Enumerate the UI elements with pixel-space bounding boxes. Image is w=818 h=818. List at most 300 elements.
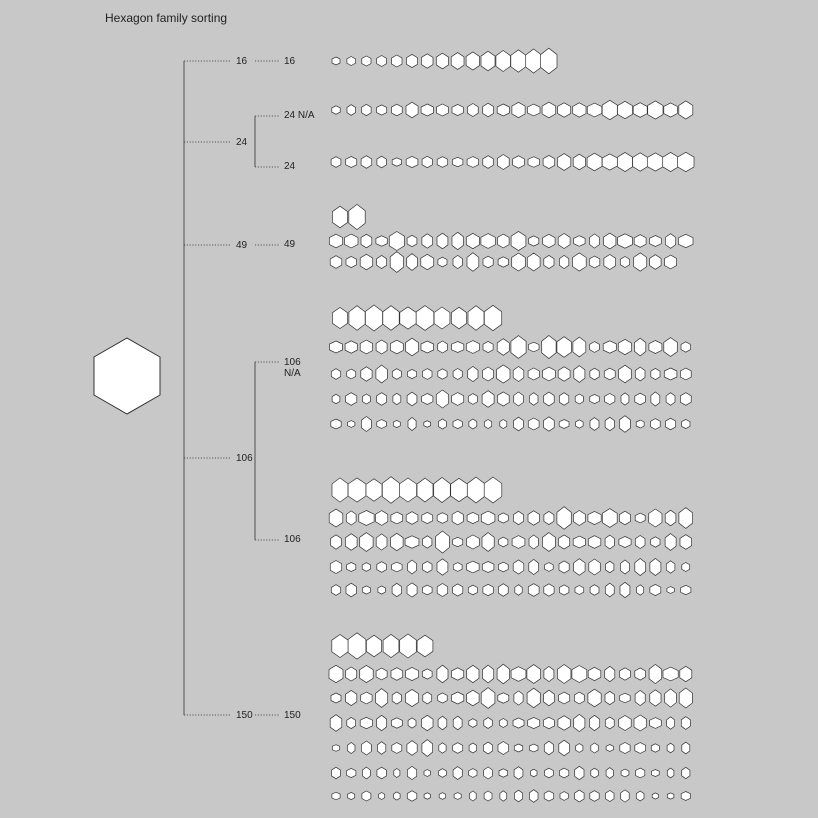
hexagon-icon [497, 339, 509, 356]
hexagon-icon [665, 234, 675, 249]
hexagon-icon [514, 392, 524, 406]
hexagon-icon [573, 253, 587, 271]
hexagon-icon [543, 533, 556, 552]
hexagon-icon [345, 341, 357, 353]
hexagon-icon [514, 691, 523, 705]
hexagon-icon [590, 418, 599, 431]
hexagon-icon [559, 393, 568, 406]
hexagon-icon [366, 635, 381, 657]
hexagon-icon [635, 393, 646, 405]
hexagon-icon [663, 152, 679, 171]
hexagon-icon [406, 689, 419, 706]
hexagon-icon [331, 369, 340, 380]
hexagon-icon [377, 767, 387, 779]
hexagon-icon [606, 561, 614, 573]
hexagon-icon [651, 368, 660, 379]
hexagon-icon [648, 101, 663, 119]
hexagon-icon [559, 255, 568, 268]
hexagon-icon [604, 255, 616, 270]
hexagon-icon [590, 791, 599, 802]
hexagon-icon [392, 369, 401, 380]
hexagon-icon [378, 742, 386, 755]
hexagon-icon [421, 254, 434, 269]
hexagon-icon [365, 305, 382, 331]
hexagon-icon [452, 157, 463, 166]
hexagon-icon [680, 666, 692, 681]
hexagon-icon [559, 585, 569, 595]
hexagon-icon [620, 416, 631, 433]
hexagon-icon [587, 103, 602, 117]
hexagon-icon [423, 536, 432, 548]
hexagon-icon [329, 665, 343, 682]
hexagon-icon [349, 204, 365, 229]
hexagon-icon [667, 793, 674, 799]
hexagon-icon [574, 714, 585, 731]
hexagon-icon [619, 365, 632, 383]
hexagon-icon [391, 718, 402, 728]
hexagon-icon [605, 691, 615, 704]
hexagon-icon [407, 791, 417, 801]
hexagon-icon [634, 235, 646, 248]
hexagon-icon [511, 336, 526, 359]
hexagon-icon [422, 156, 432, 167]
hexagon-icon [619, 716, 632, 731]
hexagon-icon [452, 232, 463, 249]
hexagon-icon [529, 790, 538, 803]
hexagon-icon [666, 393, 675, 406]
hexagon-icon [437, 665, 448, 683]
hexagon-icon [529, 559, 539, 574]
hexagon-icon [406, 102, 418, 118]
hexagon-icon [452, 104, 463, 115]
hexagon-icon [497, 104, 509, 116]
hexagon-icon [434, 478, 451, 503]
hexagon-icon [424, 793, 430, 799]
root-hexagon-icon [94, 338, 160, 414]
hexagon-icon [481, 234, 495, 249]
hexagon-icon [635, 536, 645, 549]
hexagon-icon [666, 418, 676, 430]
hexagon-icon [665, 255, 677, 269]
hexagon-icon [437, 233, 448, 249]
hexagon-icon [573, 511, 585, 526]
hexagon-icon [666, 561, 675, 573]
hexagon-icon [346, 256, 357, 267]
hexagon-icon [424, 770, 431, 777]
hexagon-icon [681, 792, 690, 801]
hexagon-icon [436, 390, 448, 408]
hexagon-icon [587, 153, 602, 171]
hexagon-icon [528, 717, 540, 728]
hexagon-icon [515, 585, 522, 596]
hexagon-icon [605, 717, 614, 729]
hexagon-icon [362, 563, 370, 572]
hexagon-icon [635, 743, 646, 754]
hexagon-icon [347, 717, 356, 728]
hexagon-icon [590, 394, 600, 403]
hexagon-icon [590, 585, 599, 596]
hexagon-icon [383, 306, 399, 331]
hexagon-icon [453, 537, 463, 546]
hexagon-icon [391, 533, 404, 550]
hexagon-icon [392, 55, 402, 67]
group-label-49: 49 [284, 239, 296, 250]
hexagon-icon [360, 254, 373, 270]
hexagon-icon [619, 537, 631, 548]
hexagon-icon [497, 664, 509, 684]
hexagon-icon [469, 719, 477, 728]
hexagon-icon [437, 584, 448, 597]
hexagon-icon [416, 306, 434, 331]
hexagon-icon [514, 417, 524, 431]
hexagon-icon [434, 307, 450, 329]
hexagon-icon [407, 235, 417, 246]
hexagon-icon [392, 743, 402, 754]
hexagon-icon [602, 154, 617, 170]
hexagon-icon [383, 634, 399, 657]
hexagon-icon [452, 342, 464, 353]
hexagon-icon [575, 586, 584, 595]
hexagon-icon [453, 767, 462, 780]
hexagon-icon [362, 104, 371, 115]
hexagon-icon [453, 563, 462, 572]
hexagon-icon [348, 633, 366, 659]
hexagon-icon [573, 103, 586, 117]
hexagon-icon [467, 561, 479, 573]
hexagon-icon [500, 791, 507, 801]
page-title: Hexagon family sorting [105, 11, 228, 25]
hexagon-icon [544, 690, 555, 706]
hexagon-icon [618, 339, 631, 354]
hexagon-icon [512, 253, 526, 271]
hexagon-icon [332, 792, 340, 800]
hexagon-icon [348, 792, 355, 799]
hexagon-icon [469, 419, 477, 429]
hexagon-icon [348, 478, 366, 502]
hexagon-icon [557, 154, 570, 171]
hexagon-icon [576, 420, 584, 428]
hexagon-icon [362, 56, 371, 66]
hexagon-icon [605, 583, 614, 597]
hexagon-icon [483, 665, 494, 683]
hexagon-icon [332, 635, 348, 658]
hexagon-icon [469, 743, 477, 753]
hexagon-icon [438, 257, 447, 267]
hexagon-icon [376, 534, 387, 550]
hexagon-icon [557, 337, 572, 358]
hexagon-icon [376, 511, 388, 526]
hexagon-icon [361, 741, 371, 755]
hexagon-icon [650, 718, 662, 729]
hexagon-icon [621, 393, 629, 405]
hexagon-icon [392, 562, 403, 572]
hexagon-icon [531, 769, 538, 777]
group-label-150: 150 [284, 710, 301, 721]
hexagon-icon [588, 536, 601, 549]
hexagon-icon [681, 585, 691, 594]
hexagon-icon [513, 560, 524, 574]
hexagon-icon [559, 561, 569, 573]
hexagon-icon [407, 741, 417, 756]
hexagon-icon [439, 793, 446, 800]
hexagon-icon [663, 667, 678, 681]
hexagon-icon [635, 559, 646, 576]
group-label-106-na: 106 N/A [284, 357, 301, 379]
hexagon-icon [528, 342, 539, 352]
hexagon-icon [332, 106, 340, 114]
hexagon-icon [407, 392, 417, 406]
hexagon-icon [589, 256, 600, 268]
hexagon-icon [483, 256, 493, 268]
hexagon-icon [621, 790, 630, 802]
hexagon-icon [602, 100, 617, 119]
hexagon-icon [575, 790, 585, 802]
hexagon-icon [484, 742, 493, 754]
hexagon-icon [437, 157, 448, 168]
hexagon-icon [605, 394, 615, 405]
hexagon-icon [423, 561, 433, 572]
hexagon-icon [330, 715, 342, 732]
hexagon-icon [392, 104, 403, 116]
hexagon-icon [453, 419, 462, 428]
hexagon-icon [452, 668, 464, 680]
hexagon-icon [453, 584, 463, 596]
hexagon-icon [682, 742, 690, 754]
hexagon-icon [393, 393, 401, 404]
hexagon-icon [588, 689, 601, 707]
hexagon-icon [649, 664, 662, 683]
hexagon-icon [606, 768, 613, 779]
hexagon-icon [637, 585, 644, 595]
hexagon-icon [680, 535, 692, 550]
hexagon-icon [514, 767, 523, 780]
hexagon-icon [452, 511, 463, 525]
hexagon-icon [424, 421, 431, 427]
hexagon-icon [573, 536, 585, 548]
hexagon-icon [651, 419, 661, 430]
hexagon-icon [497, 365, 510, 383]
hexagon-icon [394, 792, 401, 800]
hexagon-icon [346, 157, 357, 168]
hexagon-icon [542, 336, 556, 359]
hexagon-icon [558, 367, 570, 381]
hexagon-icon [438, 341, 448, 353]
hexagon-icon [588, 511, 601, 524]
hexagon-icon [498, 693, 509, 703]
hexagon-icon [346, 690, 357, 705]
hexagon-icon [560, 792, 568, 801]
hexagon-icon [361, 234, 372, 248]
hexagon-icon [649, 509, 662, 527]
hexagon-icon [468, 585, 477, 595]
hexagon-icon [393, 420, 400, 427]
hexagon-icon [389, 232, 404, 251]
hexagon-icon [652, 793, 658, 799]
hexagon-icon [467, 665, 479, 682]
hexagon-icon [361, 156, 372, 169]
family-label-24: 24 [236, 137, 248, 148]
hexagon-icon [346, 511, 356, 525]
hexagon-icon [347, 369, 356, 379]
hexagon-icon [361, 417, 371, 432]
hexagon-icon [498, 257, 508, 267]
hexagon-icon [376, 340, 387, 354]
hexagon-icon [436, 531, 450, 553]
hexagon-icon [558, 716, 570, 730]
hexagon-icon [575, 766, 584, 779]
hexagon-icon [363, 767, 371, 779]
hexagon-icon [665, 510, 676, 526]
hexagon-icon [483, 341, 493, 352]
hexagon-icon [332, 206, 347, 228]
hexagon-icon [362, 791, 371, 801]
hexagon-icon [664, 103, 678, 117]
hexagon-icon [667, 743, 674, 753]
hexagon-icon [421, 341, 434, 353]
hexagon-icon [679, 688, 692, 708]
hexagon-icon [620, 743, 630, 754]
hexagon-icon [453, 255, 462, 268]
hexagon-icon [604, 233, 616, 249]
family-label-106: 106 [236, 453, 253, 464]
hexagon-icon [590, 342, 600, 353]
hexagon-icon [665, 534, 676, 551]
hexagon-icon [557, 507, 571, 530]
hexagon-icon [682, 767, 690, 778]
hexagon-icon [437, 513, 448, 524]
hexagon-icon [606, 745, 613, 752]
hexagon-icon [650, 584, 661, 595]
hexagon-icon [467, 477, 484, 503]
hexagon-icon [620, 668, 631, 680]
hexagon-icon [392, 158, 401, 166]
hexagon-icon [437, 104, 449, 116]
hexagon-icon [559, 740, 570, 756]
hexagon-icon [360, 340, 372, 354]
hexagon-icon [349, 306, 365, 331]
hexagon-icon [452, 692, 464, 704]
hexagon-icon [636, 791, 644, 801]
hexagon-icon [513, 367, 524, 382]
hexagon-icon [511, 667, 526, 682]
hexagon-icon [635, 338, 646, 356]
hexagon-icon [527, 665, 541, 684]
hexagon-icon [605, 666, 615, 681]
hexagon-icon [332, 57, 340, 65]
hexagon-icon [376, 365, 388, 383]
hexagon-icon [362, 586, 370, 594]
hexagon-icon [406, 667, 419, 680]
hexagon-icon [559, 535, 570, 549]
hexagon-icon [438, 716, 447, 730]
hexagon-icon [558, 234, 570, 249]
hexagon-icon [423, 369, 433, 380]
hexagon-icon [576, 744, 583, 753]
hexagon-icon [541, 48, 557, 74]
hexagon-icon [390, 252, 403, 273]
hexagon-icon [484, 767, 493, 779]
hexagon-icon [331, 535, 342, 549]
hexagon-icon [331, 585, 340, 596]
hexagon-icon [617, 152, 632, 171]
hexagon-icon [376, 668, 387, 680]
group-label-24-na: 24 N/A [284, 110, 315, 121]
hexagon-icon [650, 559, 661, 576]
hexagon-icon [451, 478, 468, 501]
hexagon-icon [544, 584, 554, 596]
hexagon-icon [544, 741, 553, 755]
hexagon-icon [619, 511, 630, 525]
hexagon-icon [526, 49, 542, 73]
hexagon-icon [603, 341, 616, 353]
hexagon-icon [422, 234, 433, 248]
hexagon-icon [366, 479, 382, 501]
hexagon-icon [575, 394, 583, 404]
hexagon-icon [484, 791, 492, 801]
hexagon-icon [360, 533, 373, 552]
hexagon-icon [330, 341, 343, 353]
hexagon-icon [361, 367, 372, 381]
hexagon-icon [606, 791, 615, 802]
hexagon-icon [513, 156, 525, 168]
hexagon-icon [574, 692, 584, 704]
hexagon-icon [544, 392, 555, 406]
hexagon-icon [500, 420, 507, 429]
hexagon-icon [332, 745, 339, 752]
hexagon-icon [604, 368, 615, 380]
hexagon-icon [483, 156, 494, 169]
hexagon-icon [605, 417, 614, 430]
hexagon-icon [528, 418, 539, 430]
hexagon-icon [512, 536, 525, 549]
hexagon-icon [347, 743, 355, 754]
hexagon-icon [329, 509, 343, 527]
hexagon-icon [422, 394, 433, 405]
hexagon-icon [451, 307, 466, 329]
hexagon-icon [528, 368, 539, 380]
hexagon-icon [437, 559, 448, 575]
hexagon-icon [483, 367, 494, 381]
hexagon-icon [439, 769, 447, 778]
hexagon-icon [468, 104, 479, 117]
hexagon-icon [589, 715, 599, 730]
hexagon-icon [499, 769, 508, 777]
family-label-49: 49 [236, 240, 248, 251]
hexagon-icon [499, 719, 507, 728]
hexagon-icon [591, 768, 599, 778]
hexagon-icon [590, 234, 600, 248]
hexagon-icon [467, 535, 480, 549]
hexagon-icon [329, 234, 342, 248]
hexagon-icon [636, 420, 644, 428]
hexagon-icon [602, 509, 617, 528]
hexagon-icon [408, 369, 417, 378]
hexagon-icon [407, 766, 416, 779]
hexagon-icon [360, 665, 374, 682]
hexagon-icon [391, 512, 403, 524]
hexagon-icon [347, 105, 356, 116]
hexagon-icon [377, 255, 387, 268]
hexagon-icon [649, 341, 662, 354]
hexagon-icon [650, 255, 662, 270]
hexagon-icon [484, 477, 502, 503]
group-label-24: 24 [284, 161, 296, 172]
hexagon-icon [512, 102, 525, 117]
hexagon-icon [391, 668, 403, 681]
hexagon-icon [513, 718, 524, 728]
hexagon-icon [636, 768, 645, 778]
hexagon-icon [544, 255, 554, 268]
